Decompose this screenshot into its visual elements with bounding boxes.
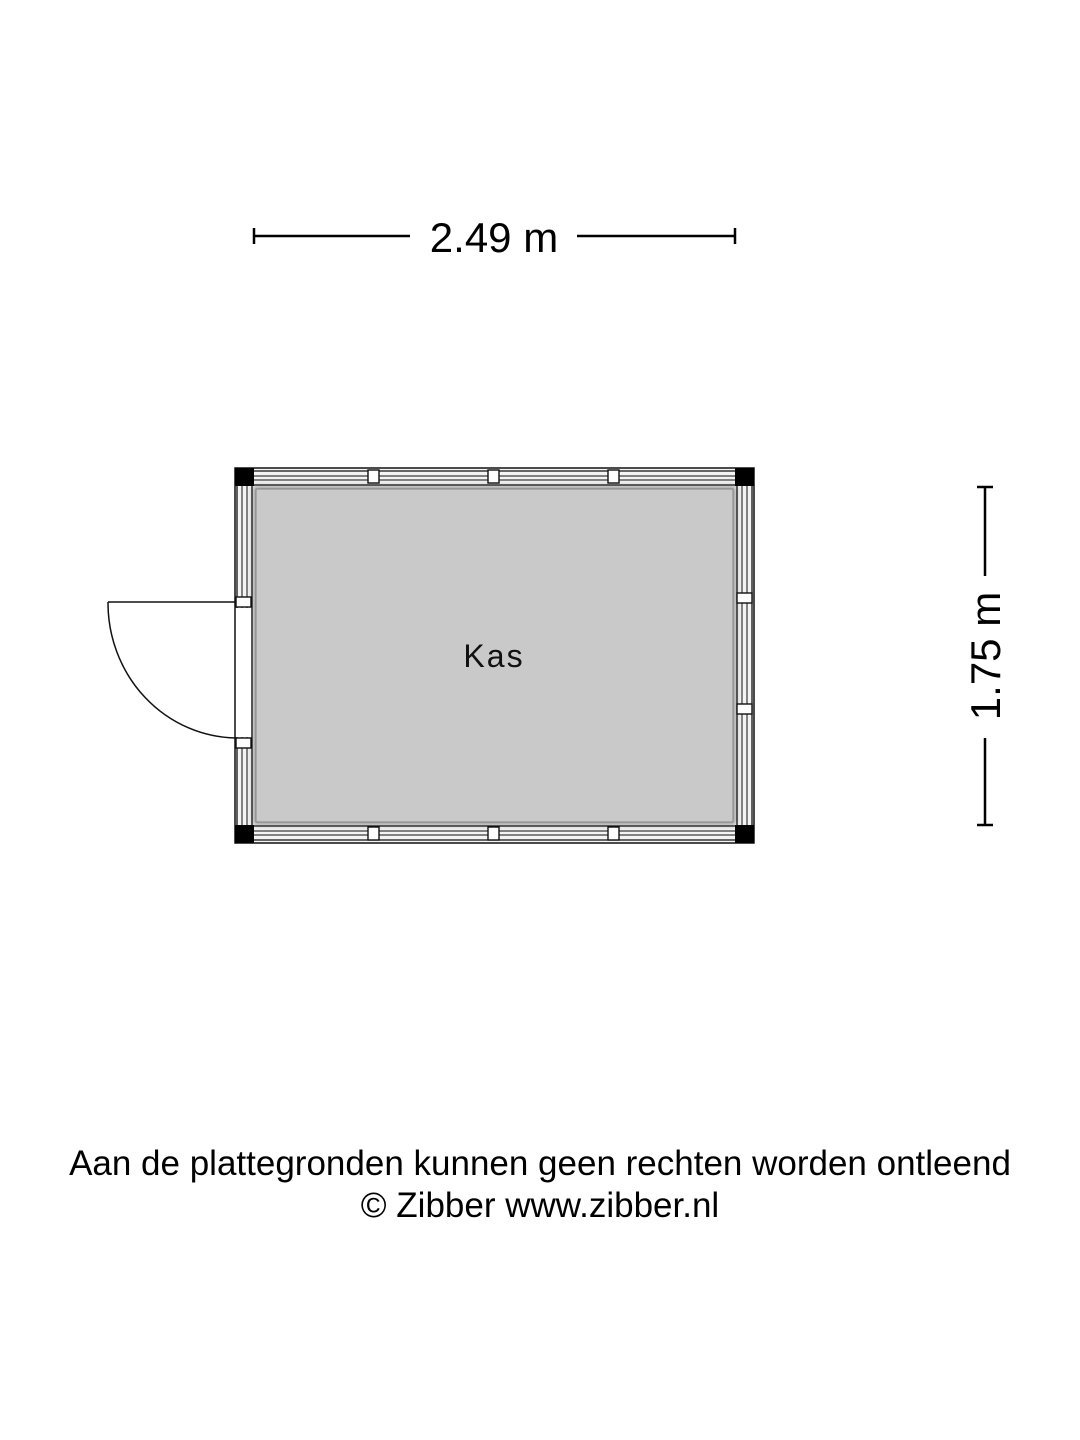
corner-post-bottom-left <box>235 825 254 843</box>
width-dimension-label: 2.49 m <box>429 214 559 261</box>
footer-copyright: © Zibber www.zibber.nl <box>360 1186 720 1225</box>
mullion-post <box>488 470 499 483</box>
mullion-post <box>236 597 251 607</box>
mullion-post <box>236 738 251 748</box>
door-opening <box>236 608 251 737</box>
mullion-post <box>368 827 379 840</box>
mullion-post <box>737 593 752 603</box>
corner-post-top-right <box>735 468 754 486</box>
mullion-post <box>608 827 619 840</box>
door <box>108 602 251 738</box>
depth-dimension-label: 1.75 m <box>962 591 1009 721</box>
mullion-post <box>488 827 499 840</box>
room-label: Kas <box>463 638 525 674</box>
greenhouse <box>108 468 754 843</box>
door-swing-arc <box>108 602 236 738</box>
mullion-post <box>368 470 379 483</box>
mullion-post <box>608 470 619 483</box>
mullion-post <box>737 704 752 714</box>
depth-dimension <box>962 487 1009 825</box>
corner-post-top-left <box>235 468 254 486</box>
width-dimension <box>254 214 735 261</box>
footer-disclaimer: Aan de plattegronden kunnen geen rechten worden ontleend <box>69 1144 1011 1183</box>
corner-post-bottom-right <box>735 825 754 843</box>
